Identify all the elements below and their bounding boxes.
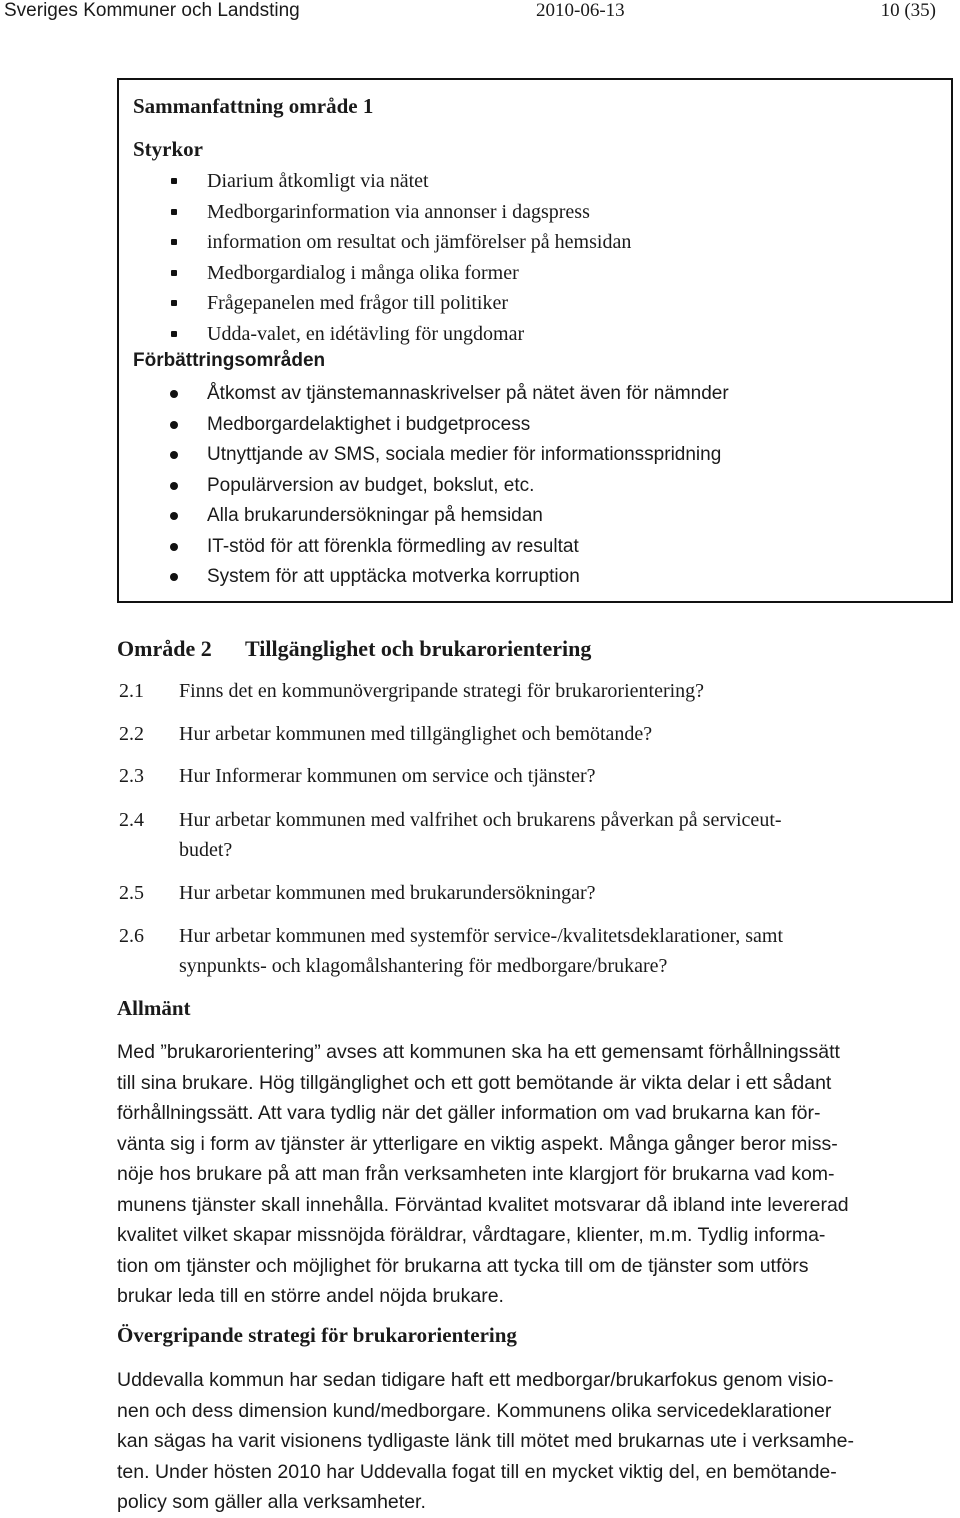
strengths-list	[119, 166, 939, 349]
question-number: 2.6	[119, 925, 144, 947]
question-item	[117, 719, 877, 749]
list-item: Diarium åtkomligt via nätet	[119, 166, 939, 197]
question-number: 2.1	[119, 680, 144, 702]
question-number: 2.5	[119, 882, 144, 904]
question-item	[117, 676, 877, 706]
list-item: IT-stöd för att förenkla förmedling av resultat	[119, 532, 939, 563]
bullet-icon	[170, 573, 178, 581]
question-item	[117, 805, 877, 865]
bullet-icon	[171, 239, 177, 245]
bullet-icon	[170, 390, 178, 398]
summary-title: Sammanfattning område 1	[133, 94, 374, 118]
page-header	[0, 0, 960, 26]
list-item: Medborgardelaktighet i budgetprocess	[119, 410, 939, 441]
bullet-icon	[171, 209, 177, 215]
list-item: Medborgardialog i många olika former	[119, 258, 939, 289]
area-title: Tillgänglighet och brukarorientering	[245, 636, 592, 661]
area-heading	[117, 636, 591, 662]
question-item	[117, 878, 877, 908]
strategy-heading: Övergripande strategi för brukarorientering	[117, 1323, 517, 1347]
bullet-icon	[171, 178, 177, 184]
list-item: Populärversion av budget, bokslut, etc.	[119, 471, 939, 502]
list-item: information om resultat och jämförelser på hemsidan	[119, 227, 939, 258]
list-item: Medborgarinformation via annonser i dagspress	[119, 197, 939, 228]
question-number: 2.4	[119, 809, 144, 831]
bullet-icon	[170, 451, 178, 459]
list-item: Utnyttjande av SMS, sociala medier för informationsspridning	[119, 440, 939, 471]
bullet-icon	[171, 331, 177, 337]
strategy-paragraph: Uddevalla kommun har sedan tidigare haft ett medborgar/brukarfokus genom visio- nen och dess dimension kund/medborgare. Kommunens olika servicedeklarationer kan sägas ha varit visionens tydligaste länk till mötet med brukarnas ute i verksamhe- ten. Under hösten 2010 har Uddevalla fogat till en mycket viktig del, en bemötande- policy som gäller alla verksamheter.	[117, 1369, 855, 1513]
bullet-icon	[170, 543, 178, 551]
question-number: 2.2	[119, 723, 144, 745]
question-text: Hur Informerar kommunen om service och tjänster?	[179, 765, 596, 787]
list-item: Udda-valet, en idétävling för ungdomar	[119, 319, 939, 350]
question-text-continued: budet?	[179, 839, 233, 861]
bullet-icon	[171, 300, 177, 306]
bullet-icon	[170, 482, 178, 490]
question-text: Finns det en kommunövergripande strategi för brukarorientering?	[179, 680, 705, 702]
list-item: System för att upptäcka motverka korruption	[119, 562, 939, 593]
summary-box	[117, 78, 953, 603]
improvements-list	[119, 379, 939, 593]
question-number: 2.3	[119, 765, 144, 787]
header-organization: Sveriges Kommuner och Landsting	[4, 0, 300, 21]
question-text: Hur arbetar kommunen med valfrihet och brukarens påverkan på serviceut-	[179, 809, 782, 831]
question-item	[117, 761, 877, 791]
question-item	[117, 921, 877, 981]
list-item: Åtkomst av tjänstemannaskrivelser på nätet även för nämnder	[119, 379, 939, 410]
question-text-continued: synpunkts- och klagomålshantering för medborgare/brukare?	[179, 955, 668, 977]
bullet-icon	[170, 512, 178, 520]
area-label: Område 2	[117, 636, 212, 661]
question-text: Hur arbetar kommunen med brukarundersökningar?	[179, 882, 596, 904]
general-paragraph: Med ”brukarorientering” avses att kommunen ska ha ett gemensamt förhållningssätt till sina brukare. Hög tillgänglighet och ett gott bemötande är vikta delar i ett sådant förhållningssätt. Att vara tydlig när det gäller information om vad brukarna kan för- vänta sig i form av tjänster är ytterligare en viktig aspekt. Många gånger beror miss- nöje hos brukare på att man från verksamheten inte klargjort för brukarna vad kom- munens tjänster skall innehålla. Förväntad kvalitet motsvarar då ibland inte levererad kvalitet vilket skapar missnöjda föräldrar, vårdtagare, klienter, m.m. Tydlig informa- tion om tjänster och möjlighet för brukarna att tycka till om de tjänster som utförs brukar leda till en större andel nöjda brukare.	[117, 1041, 849, 1307]
list-item: Frågepanelen med frågor till politiker	[119, 288, 939, 319]
general-heading: Allmänt	[117, 996, 191, 1020]
header-date: 2010-06-13	[536, 0, 625, 21]
question-text: Hur arbetar kommunen med tillgänglighet och bemötande?	[179, 723, 653, 745]
strengths-heading: Styrkor	[133, 137, 203, 161]
improvements-heading: Förbättringsområden	[133, 350, 326, 371]
question-text: Hur arbetar kommunen med systemför service-/kvalitetsdeklarationer, samt	[179, 925, 783, 947]
bullet-icon	[171, 270, 177, 276]
list-item: Alla brukarundersökningar på hemsidan	[119, 501, 939, 532]
header-page-number: 10 (35)	[880, 0, 936, 21]
bullet-icon	[170, 421, 178, 429]
